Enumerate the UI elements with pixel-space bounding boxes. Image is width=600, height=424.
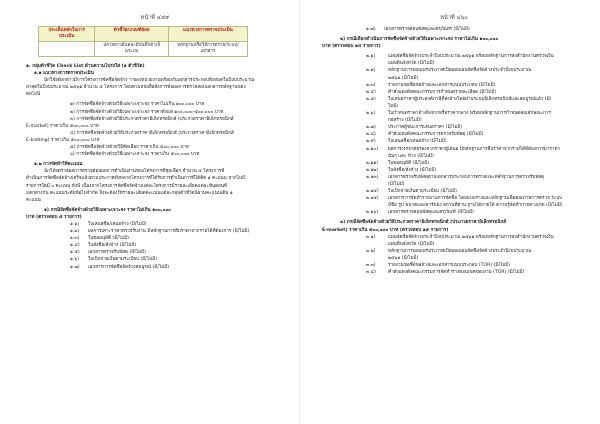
paragraph-line: แตกต่างกัน คะแนนระดับข้อไม่จำกัด จึงจะต้องให้รายละเอียดคะแนนแต่ละกลุ่มตัวชี้วัดนี้ผ่านคะแนนเต็ม ๑ [26, 190, 233, 196]
list-item-continued: มีชื่อ รูป ขนาดและคาร์ของ สถานที่ด้าน ฐานได้ภายใต้ ความรู้จัดทำถ่ายทางเภท (มี/ไม่มี) [388, 203, 563, 209]
section-heading: ๑. กลุ่มตัวชี้วัด Check List ด้านความโปร่งใส (๑ ตัวชี้วัด) [26, 64, 145, 69]
paragraph-line: รายการใดมี ๐ คะแนน ทั้งนี้ เนื่องจากโครงการจัดซื้อจัดจ้างแต่ละโครงการมีรายละเอียดแต่ละขั้นตอนที่ [26, 183, 228, 189]
item-number: ๒.๖) [366, 111, 376, 117]
item-text: เอกสารการจัดทำรายงานการจัดซื้อ โดยแบบร่างและหลักฐานเพื่อคุณภาพการตรวจ ระบบ [388, 196, 563, 202]
item-text: รายงานขอซื้อขอจ้างและเอกสารแนบประกอบ (มี/ไม่มี) [388, 82, 496, 88]
table-header: ตัวชี้วัด/เกณฑ์ย่อย [95, 27, 168, 42]
list-item: ๒) การจัดซื้อจัดจ้างด้วยวิธีเฉพาะเจาะจง ราคาตั้งแต่ ๑๐๐,๐๐๐-๕๐๐,๐๐๐ บาท [70, 109, 224, 115]
paragraph-line: นักวิจัยดังกล่าวมีการโครงการจัดซื้อจัดจ้าง ฯ ของหน่วยงานพร้อมกับเอกสารประกอบทั้งหมดในปีงบประมาณ [44, 78, 255, 84]
item-text: คำสั่งแต่งตั้งคณะกรรมการจัดทำร่างขอบเขตของงาน (TOR) (มี/ไม่มี) [388, 270, 525, 276]
item-text: คำสั่งแต่งตั้งคณะกรรมการตรวจรับพัสดุ (มี/ไม่มี) [388, 132, 484, 138]
list-item [322, 67, 586, 74]
item-text: ใบเสนอซื้อ/เสนอจ้าง (มี/ไม่มี) [388, 139, 447, 145]
item-number: ๒.๑) [366, 54, 376, 60]
checklist-items [322, 53, 586, 216]
list-item [322, 188, 586, 195]
item-number: ๑.๕) [70, 250, 80, 256]
item-text: ใบขออนุมัติ (มี/ไม่มี) [388, 160, 429, 166]
list-item [322, 131, 586, 138]
item-text: เอกสารการจัดซื้อจัดจ้างสมบูรณ์ (มี/ไม่มี) [88, 264, 169, 270]
item-text: เอกสารตรวจรับพัสดุ (มี/ไม่มี) [88, 250, 146, 256]
item-text: ประกาศผู้ชนะการเสนอราคา (มี/ไม่มี) [388, 125, 463, 131]
item-number: ๑.๑) [70, 221, 80, 227]
criteria-table [38, 26, 248, 57]
list-item [322, 248, 586, 255]
item-number: ๒.๑๓) [366, 174, 379, 180]
list-item [322, 209, 586, 216]
list-item: ๖) การจัดซื้อจัดจ้างด้วยวิธีเฉพาะเจาะจง ราคาเกิน ๕๐๐,๐๐๐ บาท [70, 152, 200, 158]
item-text: ใบเบิกจ่ายเงินตามระเบียบ (มี/ไม่มี) [388, 189, 457, 195]
item-text: คำสั่งแต่งตั้งคณะกรรมการกำหนดรายละเอียด (มี/ไม่มี) [388, 89, 497, 95]
paragraph-line: นักวิจัยตรวจผลการตรวจสอบผลการดำเนินงานของโครงการที่ชุมเลือก จำนวน ๕ โครงการที่ [44, 169, 225, 175]
list-item [26, 235, 284, 242]
item-text: ใบสั่งซื้อ/สั่งจ้าง (มี/ไม่มี) [88, 243, 137, 249]
list-item [322, 110, 586, 117]
item-text: เอกสารตรวจสอบพัสดุและครุภัณฑ์ (มี/ไม่มี) [384, 27, 470, 32]
list-item [322, 269, 586, 276]
page-number: หน้าที่ ๔๕๙ [140, 15, 170, 21]
item-number: ๒.๗) [366, 125, 376, 131]
subsection-heading-continued: บาท (ตรวจสอบ ๕ รายการ) [26, 214, 82, 220]
item-number: ๒.๑๐) [366, 146, 379, 152]
right-page [300, 0, 600, 424]
list-item [26, 228, 284, 235]
item-text: หลักฐานการเผยแพร่ประกาศเปิดเผยแผนจัดซื้อจัดจ้างประจำปีงบประมาณ [388, 68, 532, 74]
item-text: ผลการเจรจาต่อรองจากราคาผู้เสนอ มีหลักฐานการสืบราคาจากรายได้ที่ต้องการมาราคา [388, 146, 561, 152]
paragraph-line: คะแนน [26, 197, 41, 203]
paragraph-line: ต่อไปนี้ [26, 92, 41, 98]
list-item [322, 146, 586, 153]
list-item-continued: แผ่นดินจังหวัด (มี/ไม่มี) [388, 241, 435, 247]
list-item: ๕) การจัดซื้อจัดจ้างด้วยวิธีคัดเลือก ราคาเกิน ๕๐๐,๐๐๐ บาท [70, 145, 189, 151]
subsection-heading: ๒) กรณีเลือกดำเนินการจัดซื้อจัดจ้างด้วยวิธีเฉพาะเจาะจง ราคาไม่เกิน ๑๐๐,๐๐๐ [340, 37, 499, 43]
list-item: ๑) การจัดซื้อจัดจ้างด้วยวิธีเฉพาะเจาะจง ราคาไม่เกิน ๑๐๐,๐๐๐ บาท [70, 102, 205, 108]
list-item-continued: E-bidding) ราคาเกิน ๕๐๐,๐๐๐ บาท [26, 137, 100, 143]
item-number: ๑.๓) [70, 236, 80, 242]
subsection-heading-continued: E-market) ราคาเกิน ๕๐๐,๐๐๐ บาท (ตรวจสอบ ๑๙ รายการ) [322, 227, 449, 233]
list-item-continued: นั้นๆ และ ห้าง (มี/ไม่มี) [388, 153, 434, 159]
item-number: ๑.๔) [70, 243, 80, 249]
item-number: ๒.๑๔) [366, 189, 379, 195]
item-number: ๒.๑๖) [366, 210, 379, 216]
item-text: ใบกำหนดราคาอ้างอิงจากหรือราคากลาง พร้อมหลักฐานการกำหนดคุณลักษณะการ [388, 111, 551, 117]
item-number: ๓.๒) [366, 248, 376, 254]
table-cell: ปลายทางมีแต่ละมีบันทึกตัวเลิ่นระบบ [95, 42, 168, 57]
subsection-heading-continued: บาท (ตรวจสอบ ๑๔ รายการ) [322, 44, 381, 50]
list-item [322, 174, 586, 181]
list-item [322, 53, 586, 60]
item-number: ๑.๖) [70, 257, 80, 263]
item-number: ๑.๗) [366, 27, 376, 32]
item-text: ใบขออนุมัติ (มี/ไม่มี) [88, 236, 129, 242]
item-number: ๓.๓) [366, 263, 376, 268]
item-text: ผลการเคาะราคาตรวจรับงาน มีหลักฐานการสืบราคาจากรายได้ที่ต้องการ (มี/ไม่มี) [88, 229, 250, 235]
list-item [322, 195, 586, 202]
item-number: ๒.๙) [366, 139, 376, 145]
list-item [322, 89, 586, 96]
list-item [322, 138, 586, 145]
list-item [26, 242, 284, 249]
item-text: รายงานขอซื้อขอจ้างและเอกสารแนบประกอบ (TOR) (มี/ไม่มี) [388, 263, 511, 268]
item-text: เอกสารตรวจรับพัสดุตามเอกสารประกอบการตรวจและหลักฐานการตรวจรับพัสดุ [388, 174, 545, 180]
table-header: ประเด็นหลักในการประเมิน [39, 27, 95, 42]
list-item-continued: ๒๕๖๑ (มี/ไม่มี) [388, 255, 419, 261]
list-item [26, 249, 284, 256]
list-item [322, 26, 586, 33]
paragraph-line: ล่าสุดในปีงบประมาณ ๒๕๖๑ จำนวน ๕ โครงการ โดยตามหนังสือสั่งการข้อผลการตรวจสอบเอกสารหลักฐานของ [26, 85, 246, 91]
list-item [322, 124, 586, 131]
list-item: ๓) การจัดซื้อจัดจ้างด้วยวิธีประกวดราคาอิเล็กทรอนิกส์ (ประกวดราคาอิเล็กทรอนิกส์ [70, 116, 234, 122]
table-header: แนวทางการตรวจประเมิน [168, 27, 247, 42]
subsection-heading: ๑.๑ แนวทางการตรวจประเมิน [34, 71, 94, 77]
list-item-continued: ไม่มี) [388, 103, 399, 109]
item-number: ๓.๑) [366, 234, 376, 240]
item-number: ๒.๒) [366, 68, 376, 74]
item-text: แผนจัดซื้อจัดจ้างประจำปีงบประมาณ ๒๕๖๑ พร้อมหลักฐานการส่งสำนักงานตรวจเงิน [388, 54, 554, 60]
item-text: แผนจัดซื้อจัดจ้างประจำปีงบประมาณ ๒๕๖๑ พร้อมหลักฐานการส่งสำนักงานตรวจเงิน [388, 234, 554, 240]
list-item-continued: แผ่นดินจังหวัด (มี/ไม่มี) [388, 61, 435, 67]
item-text: ใบเสนอราคาผู้ประสงค์ภาษีที่ส่งจ้างโดยผ่านระบบอิเล็กทรอนิกส์และสมบูรณ์แล้ว (มี/ [388, 96, 552, 102]
list-item [26, 221, 284, 228]
item-number: ๑.๒) [70, 229, 80, 235]
list-item [322, 82, 586, 89]
item-text: หลักฐานการเผยแพร่ประกาศเปิดเผยแผนจัดซื้อจัดจ้างประจำปีงบประมาณ [388, 248, 532, 254]
list-item [26, 264, 284, 271]
list-item-continued: (มี/ไม่มี) [388, 181, 405, 187]
item-number: ๒.๘) [366, 132, 376, 138]
list-item-continued: E-market) ราคาเกิน ๕๐๐,๐๐๐ บาท [26, 123, 99, 129]
table-cell [39, 42, 95, 57]
item-text: ใบสั่งซื้อ/สั่งจ้าง (มี/ไม่มี) [388, 167, 437, 173]
item-number: ๒.๕) [366, 96, 376, 102]
list-item [26, 256, 284, 263]
item-text: ใบเบิกจ่ายเงินตามระเบียบ (มี/ไม่มี) [88, 257, 157, 263]
page-number: หน้าที่ ๔๖๐ [440, 15, 468, 21]
subsection-heading: ๓) กรณีจัดซื้อจัดจ้างด้วยวิธีประกวดราคาอิเล็กทรอนิกส์ (ประกวดราคาอิเล็กทรอนิกส์ [340, 220, 507, 226]
list-item [322, 234, 586, 241]
list-item-continued: ก่อสร้าง (มี/ไม่มี) [388, 118, 422, 124]
list-item-continued: ๒๕๖๑ (มี/ไม่มี) [388, 75, 419, 81]
item-number: ๒.๔) [366, 89, 376, 95]
list-item [322, 262, 586, 269]
item-number: ๒.๓) [366, 82, 376, 88]
subsection-heading: ๑) กรณีจัดซื้อจัดจ้างด้วยวิธีเฉพาะเจาะจง ราคาไม่เกิน ๑๐๐,๐๐๐ [44, 207, 171, 213]
subsection-heading: ๑.๒ การจัดทำให้คะแนน [34, 162, 83, 168]
table-cell: หลักฐานหรือวิธีการตรวจ/ระบบ/เอกสาร [168, 42, 247, 57]
list-item: ๔) การจัดซื้อจัดจ้างด้วยวิธีประกวดราคาอิเล็กทรอนิกส์ (ประกวดราคาอิเล็กทรอนิกส์ [70, 130, 234, 136]
list-item [322, 167, 586, 174]
list-item [322, 96, 586, 103]
item-text: ใบเสนอซื้อ/เสนอจ้าง (มี/ไม่มี) [88, 221, 147, 227]
item-number: ๒.๑๒) [366, 167, 379, 173]
checklist-items [322, 234, 586, 277]
item-text: เอกสารตรวจสอบพัสดุและครุภัณฑ์ (มี/ไม่มี) [388, 210, 474, 216]
item-number: ๒.๑๕) [366, 196, 379, 202]
list-item [322, 160, 586, 167]
item-number: ๑.๗) [70, 264, 80, 270]
paragraph-line: ดำเนินการจัดซื้อจัดจ้างเสร็จแล้วตามประกาศทั้งหลายโครงการที่ได้รับการดำเนินการที่ได้คิด ๑ คะแนน หากไม่มี [26, 176, 246, 182]
item-number: ๒.๑๑) [366, 160, 379, 166]
item-number: ๓.๔) [366, 270, 376, 276]
